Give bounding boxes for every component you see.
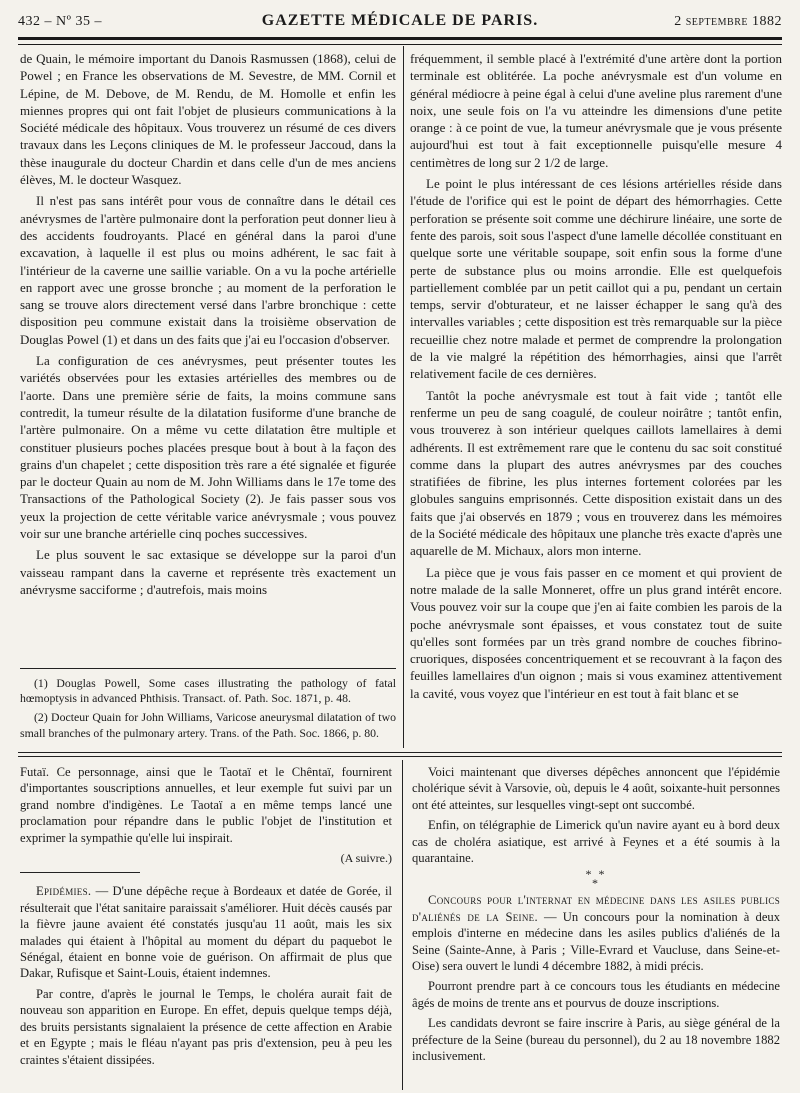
page-number: 432 – Nº 35 – xyxy=(18,14,102,29)
column-divider xyxy=(403,46,404,748)
article-paragraph: Il n'est pas sans intérêt pour vous de connaître dans le détail ces anévrysmes de l'artère pulmonaire dont la perforation peut donner lieu à des accidents foudroyants. Placé en général dans la paroi d'une excavation, à laquelle il est plus ou moins adhérent, le sac fait à l'intérieur de la caverne une saillie variable. On a vu la poche artérielle en rapport avec une grosse bronche ; au moment de la perforation le sang se trouve alors directement versé dans l'arbre bronchique : cette disposition peu commune existait dans la troisième observation de Douglas Powel (1) et dans un des faits que j'ai eu l'occasion d'observer. xyxy=(20,193,396,347)
short-rule xyxy=(20,872,140,873)
article-column-left xyxy=(20,50,396,668)
footnotes xyxy=(20,676,396,745)
article-paragraph: Tantôt la poche anévrysmale est tout à fait vide ; tantôt elle renferme un peu de sang coagulé, de couleur noirâtre ; tantôt enfin, vous trouverez à son intérieur quelques caillots lamellaires à demi adhérents. Il est extrêmement rare que le contenu du sac soit constitué comme dans la plupart des autres anévrysmes par des couches stratifiées de fibrine, les plus internes fortement colorées par les globules sanguins emprisonnés. Cette disposition existait dans un des faits que j'ai observés en 1879 ; vous en trouverez dans les mémoires de la Société médicale des hôpitaux une planche très exacte d'après une aquarelle de M. Michaux, alors mon interne. xyxy=(410,387,782,559)
article-paragraph: La pièce que je vous fais passer en ce moment et qui provient de notre malade de la salle Monneret, offre un plus grand intérêt encore. Vous pouvez voir sur la coupe que j'en ai faite combien les parois de la poche anévrysmale sont épaisses, et vous constatez tout de suite qu'elles sont formées par un très grand nombre de couches fibrino-cruoriques, disposées concentriquement et se recouvrant à la façon des feuilles lamellaires d'un oignon ; mais si vous examinez attentivement la cavité, vous voyez que l'intérieur en est tout à fait blanc et se xyxy=(410,564,782,701)
column-divider xyxy=(402,760,403,1090)
footnote: (2) Docteur Quain for John Williams, Varicose aneurysmal dilatation of two small branches of the pulmonary artery. Trans. of the Path. Soc. 1866, p. 80. xyxy=(20,710,396,740)
news-paragraph: Par contre, d'après le journal le Temps, le choléra aurait fait de nouveau son apparition en Europe. En effet, depuis quelque temps déjà, des bruits persistants signalaient la présence de cette affection en Arabie et en Egypte ; mais le fléau n'ayant pas pris d'extension, peu à peu les craintes s'étaient dissipées. xyxy=(20,986,392,1067)
section-label: Epidémies. xyxy=(36,884,92,899)
article-paragraph: La configuration de ces anévrysmes, peut présenter toutes les variétés observées pour les extasies artérielles des membres ou de l'aorte. Dans une première série de faits, la moins commune sans contredit, la tumeur résulte de la dilatation fusiforme d'une branche de l'artère pulmonaire. On a même vu cette dilatation être multiple et constituer plusieurs poches placées presque bout à bout à la façon des grains d'un chapelet ; cette disposition très rare a été signalée et figurée par le docteur Quain au nom de M. John Williams dans le 17e tome des Transactions of the Pathological Society (2). Je fais passer sous vos yeux la projection de cette véritable varice anévrysmale ; vous pouvez voir sur une branche artérielle cinq poches successives. xyxy=(20,353,396,542)
article-paragraph: Le point le plus intéressant de ces lésions artérielles réside dans l'étude de l'orifice qui est le point de départ des hémorrhagies. Cette perforation se présente soit comme une déchirure linéaire, une sorte de fente des parois, soit sous l'aspect d'une lamelle décollée constituant en quelque sorte une véritable soupape, soit enfin sous la forme d'une perte de substance plus ou moins arrondie. Elle est quelquefois partiellement comblée par un petit caillot qui a pu, pendant un certain temps, servir d'obturateur, et ne laisser échapper le sang qu'à des intervalles variables ; cette disposition est très remarquable sur la pièce recueillie chez notre malade et permet de comprendre la prolongation de la vie malgré la répétition des hémorrhagies, ainsi que l'arrêt relativement facile de ces dernières. xyxy=(410,176,782,382)
article-paragraph: fréquemment, il semble placé à l'extrémité d'une artère dont la portion terminale est oblitérée. La poche anévrysmale est d'un volume en général médiocre à peine égal à celui d'une aveline plus rarement d'une noix, une seule fois on l'a vu atteindre les dimensions d'une petite orange : à ce point de vue, la tumeur anévrysmale que je vous présente aujourd'hui est tout à fait exceptionnelle puisqu'elle mesure 4 centimètres de long sur 2 1/2 de large. xyxy=(410,51,782,170)
issue-date: 2 septembre 1882 xyxy=(674,14,782,29)
news-paragraph: Futaï. Ce personnage, ainsi que le Taotaï et le Chêntaï, fournirent d'importantes souscriptions annuelles, et leur exemple fut suivi par un grand nombre d'indigènes. Le Taotaï a en même temps lancé une proclamation pour répandre dans le public l'objet de l'institution et exprimer la sympathie qu'elle lui inspirait. xyxy=(20,765,392,845)
header-rule xyxy=(18,37,782,45)
page-header xyxy=(18,12,782,34)
article-paragraph: Le plus souvent le sac extasique se développe sur la paroi d'un vaisseau rampant dans la caverne et représente très exactement un anévrysme sacciforme ; d'autrefois, mais moins xyxy=(20,547,396,597)
to-be-continued: (A suivre.) xyxy=(340,851,392,866)
news-column-right xyxy=(412,764,780,1084)
news-column-left xyxy=(20,764,392,1084)
news-text: — Un concours pour la nomination à deux emplois d'interne en médecine dans les asiles publics d'aliénés de la Seine (Sainte-Anne, à Paris ; Ville-Evrard et Vaucluse, dans Seine-et-Oise) sera ouvert le lundi 4 décembre 1882, à midi précis. xyxy=(412,909,780,974)
article-paragraph: de Quain, le mémoire important du Danois Rasmussen (1868), celui de Powel ; en France les observations de M. Sevestre, de MM. Cornil et Lépine, de M. Debove, de M. Rendu, de M. Homolle et enfin les miennes propres qui ont fait l'objet de plusieurs communications à la Société médicale des hôpitaux. Vous trouverez un résumé de ces divers travaux dans les Leçons cliniques de M. le professeur Jaccoud, dans la thèse inaugurale du docteur Chardin et dans celle d'un de mes anciens élèves, M. le docteur Wasquez. xyxy=(20,51,396,188)
news-paragraph xyxy=(20,883,392,981)
footnote: (1) Douglas Powell, Some cases illustrating the pathology of fatal hœmoptysis in advanced Phthisis. Transact. of. Path. Soc. 1871, p. 48. xyxy=(20,676,396,706)
news-paragraph: Enfin, on télégraphie de Limerick qu'un navire ayant eu à bord deux cas de choléra asiatique, est arrivé à Feynes et a été soumis à la quarantaine. xyxy=(412,818,780,866)
feuilleton-separator xyxy=(18,752,782,757)
article-column-right xyxy=(410,50,782,744)
news-paragraph: Les candidats devront se faire inscrire à Paris, au siège général de la préfecture de la Seine (bureau du personnel), du 2 au 18 novembre 1882 inclusivement. xyxy=(412,1016,780,1064)
news-text: — D'une dépêche reçue à Bordeaux et datée de Gorée, il résulterait que l'état sanitaire paraissait s'améliorer. Huit décès causés par la fièvre jaune avaient été constatés jusqu'au 11 août, mais les six malades qui étaient à l'hôpital au moment du départ du paquebot le Sénégal, étaient en bonne voie de guérison. On affirmait de plus que Dakar, Rufisque et Saint-Louis, étaient indemnes. xyxy=(20,884,392,981)
journal-title: GAZETTE MÉDICALE DE PARIS. xyxy=(261,12,539,29)
news-paragraph: Voici maintenant que diverses dépêches annoncent que l'épidémie cholérique sévit à Varsovie, où, depuis le 4 août, soixante-huit personnes ont été atteintes, sur lesquelles vingt-sept ont succombé. xyxy=(412,765,780,812)
asterism: * * * xyxy=(585,867,607,891)
news-paragraph xyxy=(412,892,780,974)
news-paragraph: Pourront prendre part à ce concours tous les étudiants en médecine âgés de moins de trente ans et pourvus de douze inscriptions. xyxy=(412,979,780,1010)
footnote-separator xyxy=(20,668,396,669)
section-label: Concours pour l'internat en médecine dans les asiles publics d'aliénés de la Seine. xyxy=(412,893,780,924)
